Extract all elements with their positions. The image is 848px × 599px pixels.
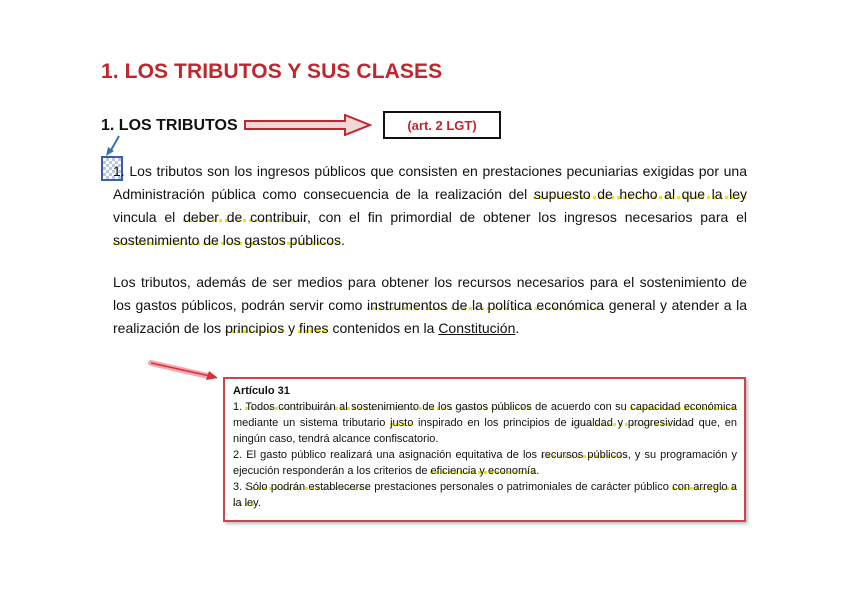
highlight-justo: justo	[390, 417, 414, 429]
text-run: prestaciones personales o patrimoniales de carácter público	[370, 481, 673, 493]
text-run: vincula el	[113, 209, 184, 225]
highlight-instrumentos: instrumentos de la política económica	[367, 297, 605, 313]
text-run: de acuerdo con su	[531, 401, 631, 413]
tributes-purpose-paragraph	[113, 271, 747, 340]
highlight-recursos: recursos públicos	[541, 449, 628, 461]
section-heading: 1. LOS TRIBUTOS	[101, 117, 238, 134]
article-item-1	[233, 399, 737, 447]
right-arrow-icon	[244, 114, 372, 136]
text-run: que, en ningún caso, tendrá alcance confiscatorio.	[233, 417, 737, 445]
page-title: 1. LOS TRIBUTOS Y SUS CLASES	[101, 60, 443, 83]
highlight-igualdad: igualdad y progresividad	[571, 417, 694, 429]
text-run: 1.	[233, 401, 246, 413]
highlight-todos: Todos contribuirán al sostenimiento de los gastos públicos	[245, 401, 532, 413]
highlight-solo: Sólo podrán establecerse	[245, 481, 371, 493]
text-run: mediante un sistema tributario	[233, 417, 391, 429]
text-run: general y atender a la realización de los	[113, 297, 747, 336]
article-title: Artículo 31	[233, 385, 290, 397]
highlight-capacidad: capacidad económica	[630, 401, 738, 413]
constitution-link-text: Constitución	[438, 320, 516, 336]
tributes-definition-paragraph	[113, 160, 747, 252]
article-31-box	[223, 377, 746, 522]
text-run: .	[257, 497, 261, 509]
text-run: , con el fin primordial de obtener los ingresos necesarios para el	[306, 209, 747, 225]
text-run: Los tributos, además de ser medios para obtener los recursos necesarios para el sostenimiento de los gastos públicos, podrán servir como	[113, 274, 747, 313]
text-run: inspirado en los principios de	[413, 417, 572, 429]
text-run: 1. Los tributos son los ingresos públicos que consisten en prestaciones pecuniarias exigidas por una Administración pública como consecuencia de la realización del	[113, 163, 747, 202]
highlight-eficiencia: eficiencia y economía	[430, 465, 537, 477]
highlight-supuesto: supuesto de hecho al que la ley	[533, 186, 747, 202]
text-run: 3.	[233, 481, 246, 493]
highlight-ley: con arreglo a la ley	[233, 481, 738, 509]
red-arrow-icon	[148, 358, 222, 384]
text-run: y	[284, 320, 299, 336]
highlight-fines: fines	[298, 320, 329, 336]
highlight-deber: deber de contribuir	[183, 209, 307, 225]
text-run: .	[341, 232, 345, 248]
article-item-2	[233, 447, 737, 479]
text-run: contenidos en la	[328, 320, 439, 336]
article-reference-box: (art. 2 LGT)	[383, 111, 501, 139]
text-run: 2. El gasto público realizará una asignación equitativa de los	[233, 449, 542, 461]
article-item-3	[233, 479, 737, 511]
highlight-sostenimiento: sostenimiento de los gastos públicos	[113, 232, 342, 248]
text-run: .	[515, 320, 520, 336]
highlight-principios: principios	[225, 320, 285, 336]
text-run: , y su programación y ejecución responderán a los criterios de	[233, 449, 737, 477]
text-run: .	[536, 465, 540, 477]
